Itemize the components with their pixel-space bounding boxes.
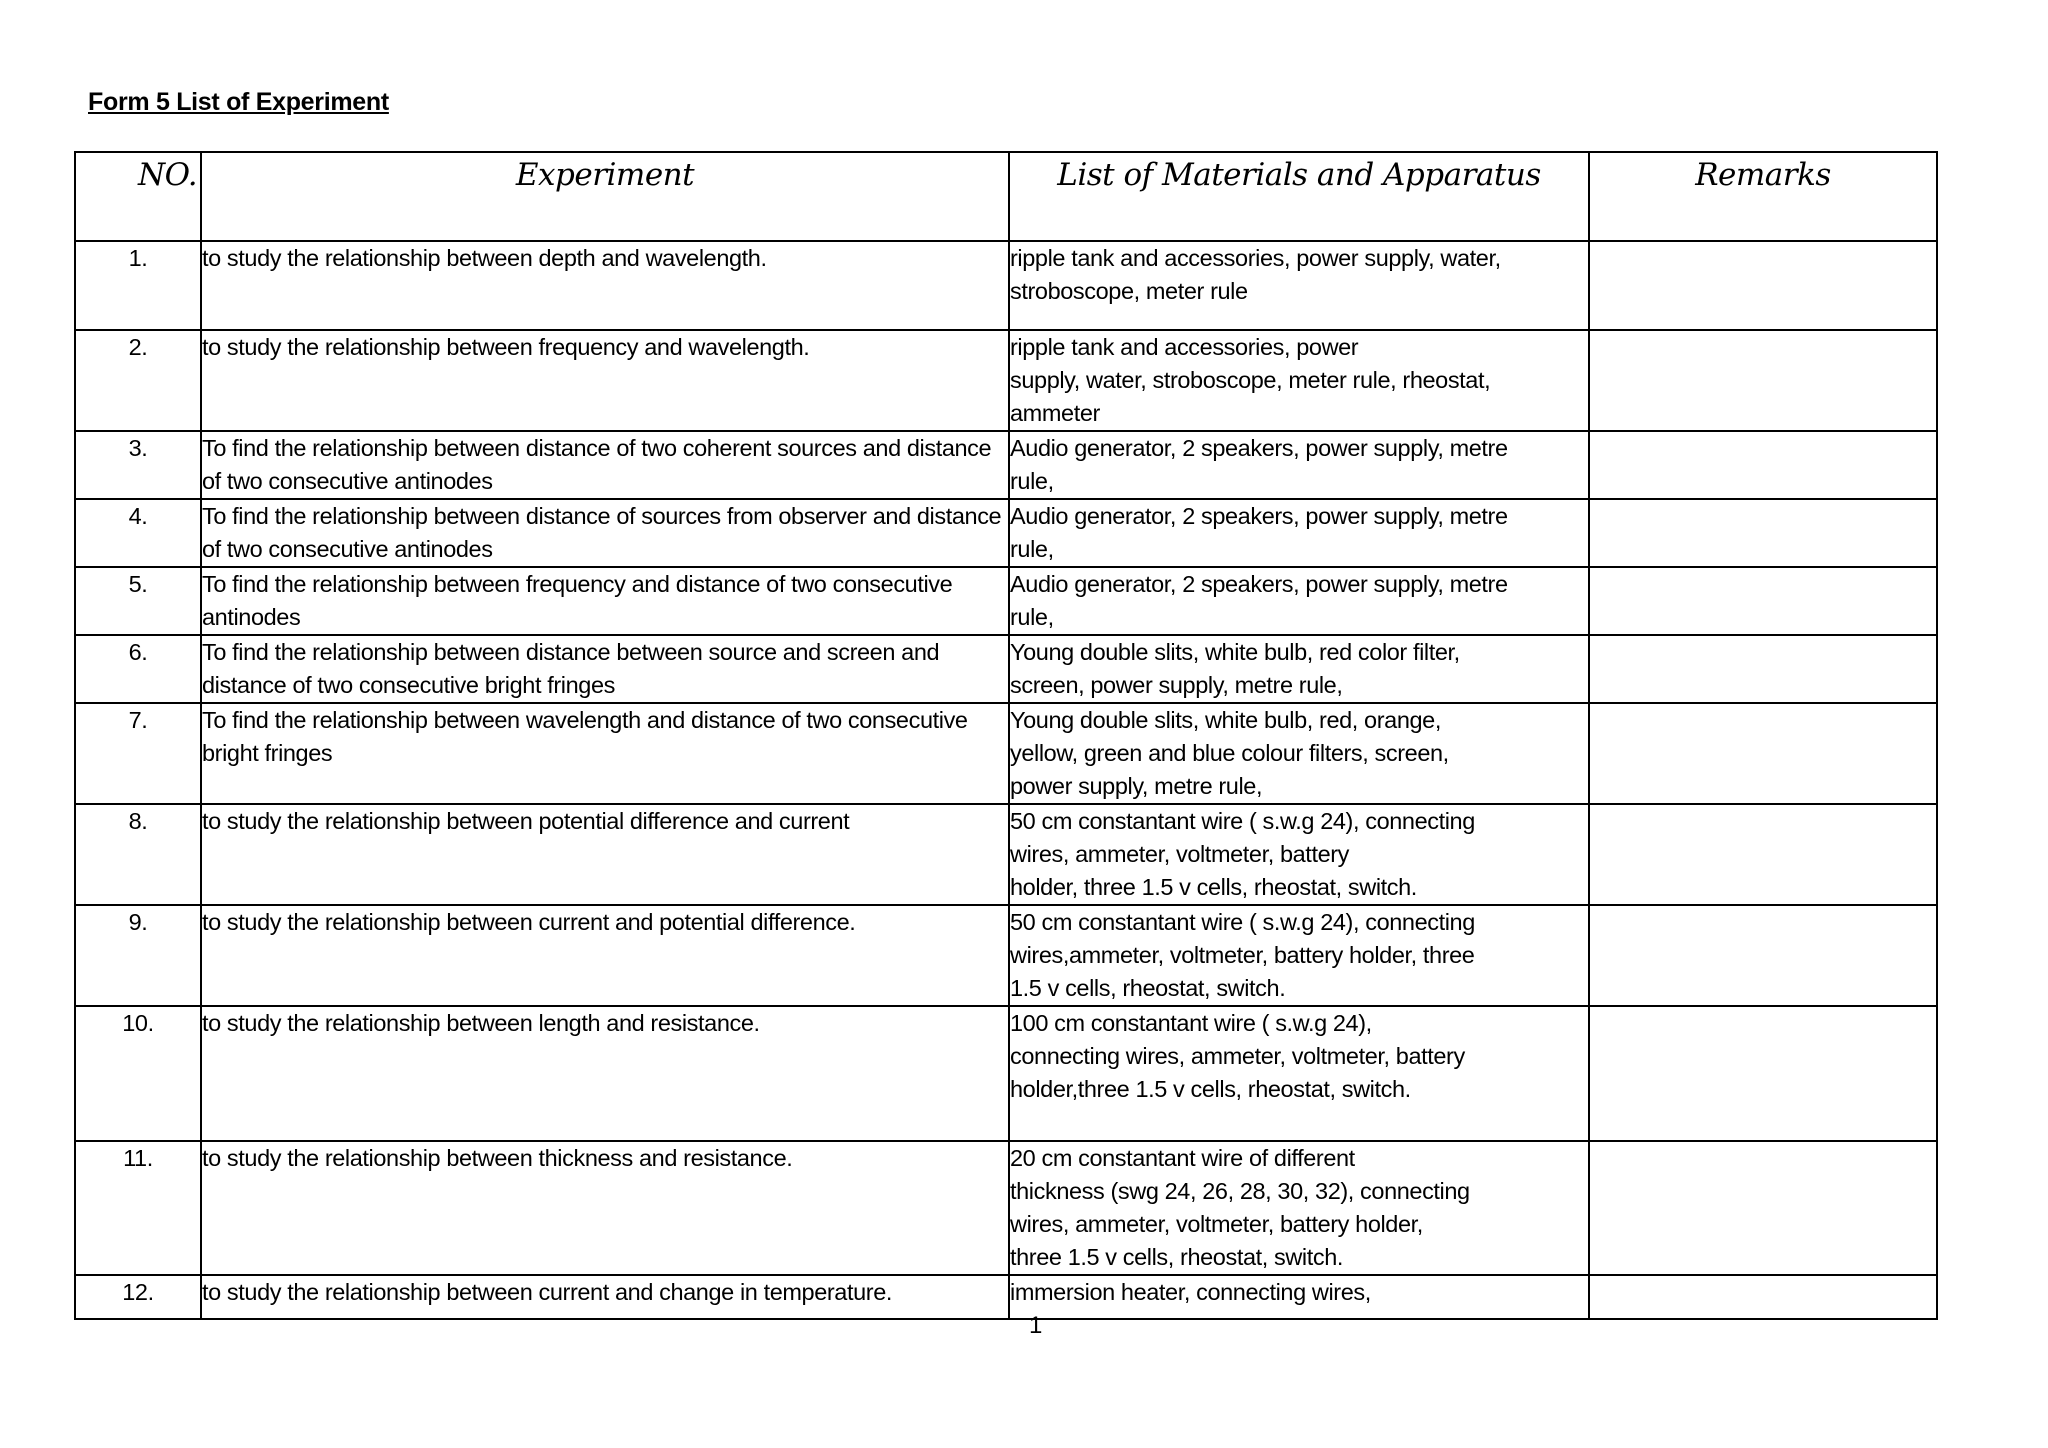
materials-line: Young double slits, white bulb, red color filter, xyxy=(1010,639,1460,665)
materials-cell xyxy=(1009,635,1589,703)
table-row xyxy=(75,499,1937,567)
materials-line: rule, xyxy=(1010,468,1054,494)
remarks-cell xyxy=(1589,703,1937,804)
header-remarks: Remarks xyxy=(1589,152,1937,241)
materials-line: ripple tank and accessories, power xyxy=(1010,334,1359,360)
remarks-cell xyxy=(1589,499,1937,567)
document-title: Form 5 List of Experiment xyxy=(88,88,389,116)
materials-line: holder, three 1.5 v cells, rheostat, switch. xyxy=(1010,874,1417,900)
experiment-cell: To find the relationship between wavelength and distance of two consecutive bright fringes xyxy=(201,703,1009,804)
experiment-cell: to study the relationship between potential difference and current xyxy=(201,804,1009,905)
header-no: NO. xyxy=(75,152,201,241)
remarks-cell xyxy=(1589,567,1937,635)
materials-line: Audio generator, 2 speakers, power supply, metre xyxy=(1010,435,1508,461)
materials-cell xyxy=(1009,1141,1589,1275)
materials-line: ammeter xyxy=(1010,400,1100,426)
experiment-cell: to study the relationship between frequency and wavelength. xyxy=(201,330,1009,431)
table-row xyxy=(75,804,1937,905)
remarks-cell xyxy=(1589,330,1937,431)
remarks-cell xyxy=(1589,241,1937,330)
row-number: 2. xyxy=(75,330,201,431)
row-number: 10. xyxy=(75,1006,201,1141)
experiment-cell: To find the relationship between distance between source and screen and distance of two consecutive bright fringes xyxy=(201,635,1009,703)
materials-cell xyxy=(1009,499,1589,567)
table-row xyxy=(75,703,1937,804)
materials-line: wires, ammeter, voltmeter, battery xyxy=(1010,841,1350,867)
materials-line: rule, xyxy=(1010,604,1054,630)
materials-line: thickness (swg 24, 26, 28, 30, 32), connecting xyxy=(1010,1178,1470,1204)
experiment-cell: To find the relationship between frequency and distance of two consecutive antinodes xyxy=(201,567,1009,635)
row-number: 7. xyxy=(75,703,201,804)
materials-line: 20 cm constantant wire of different xyxy=(1010,1145,1355,1171)
materials-line: power supply, metre rule, xyxy=(1010,773,1263,799)
materials-line: 50 cm constantant wire ( s.w.g 24), connecting xyxy=(1010,909,1475,935)
experiment-cell: to study the relationship between current and change in temperature. xyxy=(201,1275,1009,1319)
table-row xyxy=(75,567,1937,635)
row-number: 3. xyxy=(75,431,201,499)
materials-line: wires,ammeter, voltmeter, battery holder, three xyxy=(1010,942,1475,968)
experiment-cell: to study the relationship between current and potential difference. xyxy=(201,905,1009,1006)
remarks-cell xyxy=(1589,635,1937,703)
materials-line: Young double slits, white bulb, red, orange, xyxy=(1010,707,1441,733)
materials-cell xyxy=(1009,905,1589,1006)
materials-cell xyxy=(1009,804,1589,905)
remarks-cell xyxy=(1589,431,1937,499)
header-experiment: Experiment xyxy=(201,152,1009,241)
row-number: 8. xyxy=(75,804,201,905)
materials-cell xyxy=(1009,330,1589,431)
table-row xyxy=(75,431,1937,499)
materials-line: 100 cm constantant wire ( s.w.g 24), xyxy=(1010,1010,1372,1036)
table-row xyxy=(75,330,1937,431)
materials-line: wires, ammeter, voltmeter, battery holder, xyxy=(1010,1211,1423,1237)
row-number: 12. xyxy=(75,1275,201,1319)
materials-line: Audio generator, 2 speakers, power supply, metre xyxy=(1010,571,1508,597)
materials-line: stroboscope, meter rule xyxy=(1010,278,1248,304)
table-row xyxy=(75,635,1937,703)
table-row xyxy=(75,1141,1937,1275)
remarks-cell xyxy=(1589,1006,1937,1141)
materials-cell xyxy=(1009,431,1589,499)
materials-line: screen, power supply, metre rule, xyxy=(1010,672,1343,698)
table-row xyxy=(75,1275,1937,1319)
table-row xyxy=(75,905,1937,1006)
header-materials: List of Materials and Apparatus xyxy=(1009,152,1589,241)
materials-cell xyxy=(1009,703,1589,804)
remarks-cell xyxy=(1589,1141,1937,1275)
materials-cell xyxy=(1009,241,1589,330)
materials-line: 50 cm constantant wire ( s.w.g 24), connecting xyxy=(1010,808,1475,834)
materials-line: connecting wires, ammeter, voltmeter, battery xyxy=(1010,1043,1465,1069)
materials-cell xyxy=(1009,567,1589,635)
row-number: 1. xyxy=(75,241,201,330)
materials-cell xyxy=(1009,1275,1589,1319)
row-number: 6. xyxy=(75,635,201,703)
remarks-cell xyxy=(1589,804,1937,905)
page-number: 1 xyxy=(1029,1312,1043,1339)
materials-cell xyxy=(1009,1006,1589,1141)
remarks-cell xyxy=(1589,1275,1937,1319)
experiment-cell: to study the relationship between depth and wavelength. xyxy=(201,241,1009,330)
table-row xyxy=(75,241,1937,330)
experiment-cell: to study the relationship between thickness and resistance. xyxy=(201,1141,1009,1275)
materials-line: supply, water, stroboscope, meter rule, rheostat, xyxy=(1010,367,1491,393)
experiment-cell: To find the relationship between distance of sources from observer and distance of two consecutive antinodes xyxy=(201,499,1009,567)
experiment-cell: to study the relationship between length and resistance. xyxy=(201,1006,1009,1141)
materials-line: 1.5 v cells, rheostat, switch. xyxy=(1010,975,1286,1001)
experiment-table xyxy=(74,151,1938,1320)
remarks-cell xyxy=(1589,905,1937,1006)
table-header-row xyxy=(75,152,1937,241)
row-number: 4. xyxy=(75,499,201,567)
row-number: 5. xyxy=(75,567,201,635)
materials-line: immersion heater, connecting wires, xyxy=(1010,1279,1371,1305)
experiment-cell: To find the relationship between distance of two coherent sources and distance of two consecutive antinodes xyxy=(201,431,1009,499)
materials-line: rule, xyxy=(1010,536,1054,562)
materials-line: ripple tank and accessories, power supply, water, xyxy=(1010,245,1501,271)
materials-line: holder,three 1.5 v cells, rheostat, switch. xyxy=(1010,1076,1411,1102)
materials-line: three 1.5 v cells, rheostat, switch. xyxy=(1010,1244,1344,1270)
row-number: 11. xyxy=(75,1141,201,1275)
row-number: 9. xyxy=(75,905,201,1006)
materials-line: Audio generator, 2 speakers, power supply, metre xyxy=(1010,503,1508,529)
table-row xyxy=(75,1006,1937,1141)
materials-line: yellow, green and blue colour filters, screen, xyxy=(1010,740,1449,766)
